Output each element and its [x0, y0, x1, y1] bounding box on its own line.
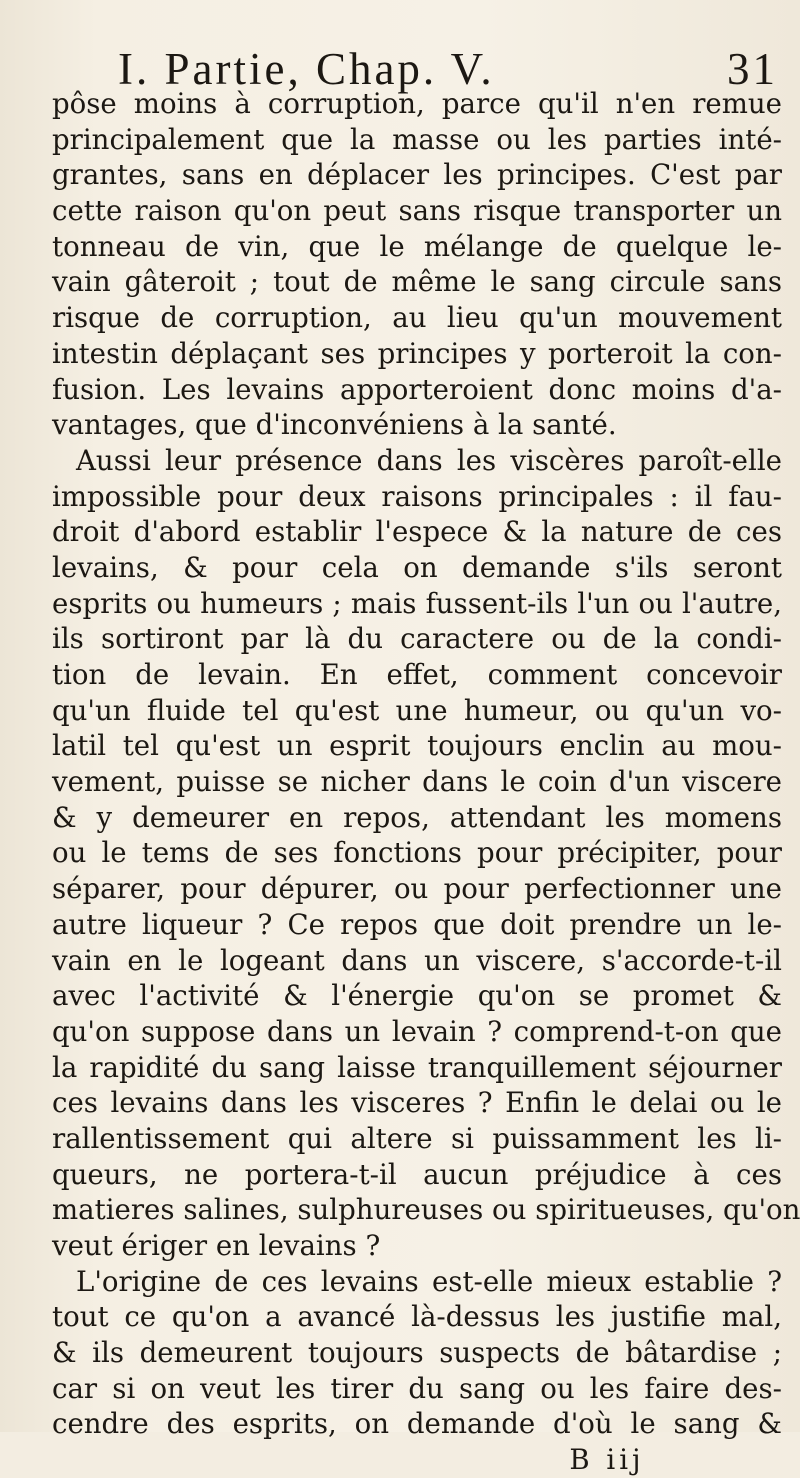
text-line: esprits ou humeurs ; mais fussent-ils l'un ou l'autre, [52, 586, 782, 620]
signature-mark: B iij [569, 1443, 645, 1477]
text-line: vain gâteroit ; tout de même le sang circule sans [52, 265, 782, 299]
text-line: cendre des esprits, on demande d'où le sang & [52, 1407, 782, 1441]
text-line: impossible pour deux raisons principales : il fau- [52, 479, 782, 513]
page-number: 31 [727, 44, 778, 94]
text-line: principalement que la masse ou les parties inté- [52, 122, 782, 156]
body-text [52, 86, 800, 1478]
text-line: ou le tems de ses fonctions pour précipiter, pour [52, 836, 782, 870]
text-line: droit d'abord establir l'espece & la nature de ces [52, 515, 782, 549]
text-line: la rapidité du sang laisse tranquillement séjourner [52, 1050, 782, 1084]
text-line: tout ce qu'on a avancé là-dessus les justifie mal, [52, 1300, 782, 1334]
text-line: tion de levain. En effet, comment concevoir [52, 658, 782, 691]
running-title: I. Partie, Chap. V. [118, 44, 495, 94]
text-line: avec l'activité & l'énergie qu'on se promet & [52, 979, 782, 1013]
text-line: car si on veut les tirer du sang ou les faire des- [52, 1371, 782, 1405]
text-line: intestin déplaçant ses principes y porteroit la con- [52, 336, 782, 370]
text-line: séparer, pour dépurer, ou pour perfectionner une [52, 872, 782, 906]
text-line: rallentissement qui altere si puissamment les li- [52, 1121, 782, 1155]
text-line: pôse moins à corruption, parce qu'il n'en remue [52, 87, 782, 120]
text-line: grantes, sans en déplacer les principes. C'est par [52, 158, 782, 192]
text-line: fusion. Les levains apporteroient donc moins d'a- [52, 372, 782, 406]
text-line: qu'on suppose dans un levain ? comprend-t-on que [52, 1014, 782, 1048]
text-line: & y demeurer en repos, attendant les momens [52, 800, 782, 834]
text-line: vement, puisse se nicher dans le coin d'un viscere [52, 765, 782, 799]
text-line: qu'un fluide tel qu'est une humeur, ou qu'un vo- [52, 693, 782, 727]
text-line: cette raison qu'on peut sans risque transporter un [52, 194, 782, 228]
text-line: veut ériger en levains ? [52, 1229, 381, 1262]
text-line: tonneau de vin, que le mélange de quelque le- [52, 229, 782, 263]
text-line: Aussi leur présence dans les viscères paroît-elle [76, 443, 782, 477]
text-line: vantages, que d'inconvéniens à la santé. [52, 408, 617, 442]
text-line: queurs, ne portera-t-il aucun préjudice à ces [52, 1157, 782, 1191]
text-line: matieres salines, sulphureuses ou spiritueuses, qu'on [52, 1193, 800, 1227]
text-line: ils sortiront par là du caractere ou de la condi- [52, 622, 782, 656]
text-line: vain en le logeant dans un viscere, s'accorde-t-il [52, 943, 782, 977]
text-line: & ils demeurent toujours suspects de bâtardise ; [52, 1336, 782, 1370]
text-line: ces levains dans les visceres ? Enfin le delai ou le [52, 1086, 782, 1120]
text-line: risque de corruption, au lieu qu'un mouvement [52, 301, 782, 335]
text-line: L'origine de ces levains est-elle mieux establie ? [76, 1264, 782, 1298]
text-line: autre liqueur ? Ce repos que doit prendre un le- [52, 907, 782, 941]
text-line: levains, & pour cela on demande s'ils seront [52, 550, 782, 584]
text-line: latil tel qu'est un esprit toujours enclin au mou- [52, 729, 782, 763]
